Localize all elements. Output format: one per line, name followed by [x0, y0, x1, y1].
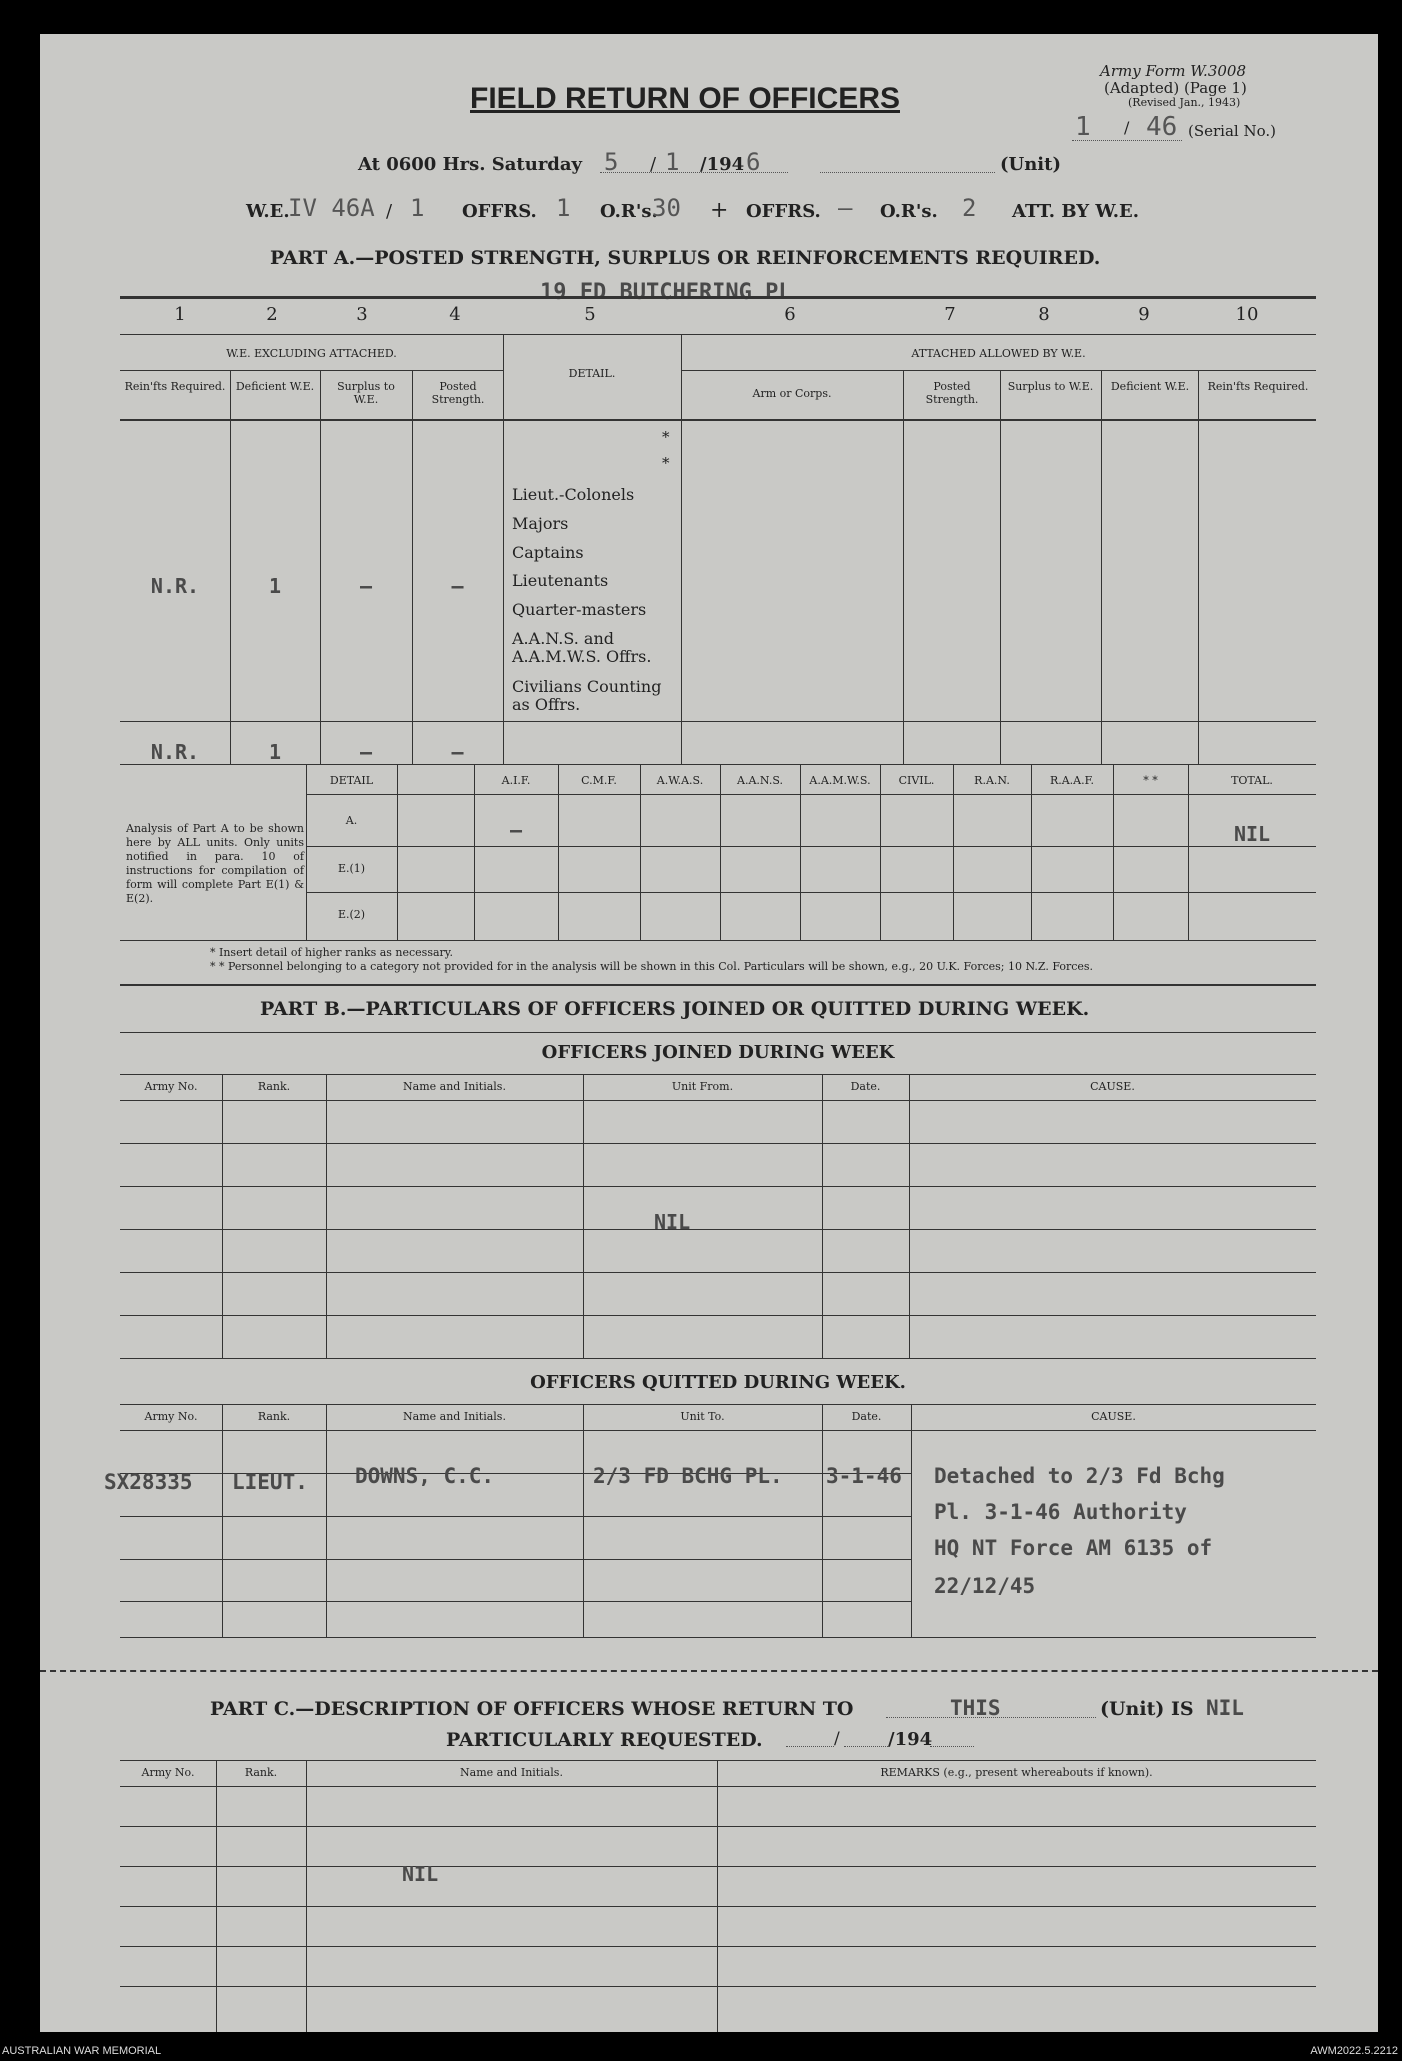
date-year-digit: 6 [746, 148, 761, 176]
part-c-header: Rank. [244, 1766, 278, 1779]
part-c-heading-c: PARTICULARLY REQUESTED. [446, 1729, 763, 1751]
offrs2-value: – [838, 194, 853, 222]
part-c-heading-a: PART C.—DESCRIPTION OF OFFICERS WHOSE RETURN TO [210, 1698, 854, 1720]
col-div [1000, 370, 1001, 764]
quitted-header: CAUSE. [1091, 1410, 1136, 1423]
rank-label: Lieut.-Colonels [512, 485, 635, 504]
part-c-heading-b: (Unit) IS [1100, 1698, 1194, 1720]
offrs-label: OFFRS. [462, 201, 537, 222]
part-c-row-rule [120, 1866, 1316, 1867]
col-number: 5 [584, 304, 596, 325]
quitted-header: Date. [851, 1410, 882, 1423]
joined-row-rule [120, 1315, 1316, 1316]
row-deficient-value: 1 [268, 574, 282, 598]
part-a-top-rule [120, 296, 1316, 299]
analysis-header: C.M.F. [581, 774, 617, 787]
joined-header: Unit From. [671, 1080, 734, 1093]
analysis-note: Analysis of Part A to be shown here by ALL units. Only units notified in para. 10 of instructions for compilation of form will complete Part E(1) & E(2). [126, 822, 304, 905]
attached-label: ATTACHED ALLOWED BY W.E. [911, 347, 1086, 360]
joined-bottom [120, 1358, 1316, 1359]
col-number: 8 [1038, 304, 1050, 325]
offrs-value: 1 [556, 194, 571, 222]
part-c-this: THIS [950, 1696, 1001, 1720]
joined-header: Army No. [144, 1080, 198, 1093]
subheader-rule-right [681, 370, 1316, 371]
quitted-date: 3-1-46 [826, 1464, 902, 1488]
header-bottom-rule [120, 419, 1316, 421]
quitted-cause-line: Pl. 3-1-46 Authority [934, 1500, 1187, 1524]
quitted-army-no: SX28335 [104, 1470, 193, 1494]
part-c-header-rule [120, 1786, 1316, 1787]
footnote-1: * Insert detail of higher ranks as necessary. [210, 946, 454, 959]
joined-header: CAUSE. [1090, 1080, 1135, 1093]
col-div [320, 370, 321, 764]
joined-row-rule [120, 1143, 1316, 1144]
analysis-row-label: A. [345, 814, 358, 827]
subheader-posted-att: Posted Strength. [925, 380, 979, 406]
analysis-col [1113, 764, 1114, 940]
footer-source: AUSTRALIAN WAR MEMORIAL [2, 2045, 162, 2057]
quitted-header: Name and Initials. [403, 1410, 506, 1423]
quitted-header: Army No. [144, 1410, 198, 1423]
analysis-header: A.W.A.S. [656, 774, 704, 787]
cut-line [40, 1670, 1378, 1672]
subheader-reinfts: Rein'fts Required. [124, 380, 226, 393]
analysis-row-rule2 [306, 892, 1316, 893]
part-b-top-rule [120, 984, 1316, 986]
we-label: W.E. [246, 201, 290, 222]
at-label: At 0600 Hrs. Saturday [358, 154, 583, 175]
revised-label: (Revised Jan., 1943) [1128, 96, 1241, 109]
subheader-arm-corps: Arm or Corps. [752, 387, 832, 400]
quitted-col [911, 1404, 912, 1637]
subheader-surplus-att: Surplus to W.E. [1007, 380, 1094, 393]
quitted-unit-to: 2/3 FD BCHG PL. [593, 1464, 783, 1488]
joined-header: Date. [850, 1080, 881, 1093]
serial-year: 46 [1146, 112, 1178, 142]
we-slash: / [386, 201, 393, 222]
quitted-name: DOWNS, C.C. [355, 1464, 495, 1488]
rank-label: Majors [512, 514, 569, 533]
part-c-date-dotted [930, 1746, 974, 1747]
subheader-reinfts-att: Rein'fts Required. [1207, 380, 1309, 393]
part-c-nil-value: NIL [402, 1862, 439, 1886]
col-number-rule [120, 334, 1316, 335]
analysis-col [1188, 764, 1189, 940]
col-div [1198, 370, 1199, 764]
part-c-top [120, 1760, 1316, 1761]
part-c-row-rule [120, 1826, 1316, 1827]
col-div [230, 370, 231, 764]
att-label: ATT. BY W.E. [1012, 201, 1140, 222]
joined-row-rule [120, 1186, 1316, 1187]
analysis-header: A.A.M.W.S. [809, 774, 871, 787]
quitted-col [326, 1404, 327, 1637]
part-c-row-rule [120, 1906, 1316, 1907]
analysis-header: R.A.A.F. [1049, 774, 1095, 787]
date-month: 1 [665, 148, 680, 176]
part-c-header: Name and Initials. [460, 1766, 563, 1779]
analysis-col [1031, 764, 1032, 940]
rank-label: Captains [512, 543, 584, 562]
part-c-date-dotted [844, 1746, 888, 1747]
analysis-total-value: NIL [1233, 822, 1271, 846]
analysis-col [720, 764, 721, 940]
quitted-row-rule [120, 1516, 912, 1517]
analysis-col [558, 764, 559, 940]
date-year-label: /194 [700, 154, 745, 175]
total-deficient-value: 1 [268, 740, 282, 764]
col-number: 4 [449, 304, 461, 325]
row-surplus-value: – [359, 574, 373, 598]
col-number: 1 [174, 304, 186, 325]
quitted-top [120, 1404, 1316, 1405]
we-excl-label: W.E. EXCLUDING ATTACHED. [226, 347, 397, 360]
joined-top [120, 1074, 1316, 1075]
part-c-header: REMARKS (e.g., present whereabouts if known). [880, 1766, 1153, 1779]
analysis-col [640, 764, 641, 940]
footer-id: AWM2022.5.2212 [1310, 2045, 1398, 2057]
offrs2-label: OFFRS. [746, 201, 821, 222]
detail-label: DETAIL. [568, 367, 616, 380]
part-c-date-tail: /194 [888, 1729, 933, 1750]
date-slash: / [650, 154, 657, 175]
serial-label: (Serial No.) [1188, 122, 1276, 140]
ors2-label: O.R's. [880, 201, 938, 222]
quitted-header-rule [120, 1430, 1316, 1431]
analysis-header-rule [306, 794, 1316, 795]
total-reinfts-value: N.R. [150, 740, 200, 764]
adapted-label: (Adapted) (Page 1) [1104, 79, 1247, 97]
ors-value: 30 [652, 194, 681, 222]
analysis-col [397, 764, 398, 940]
part-a-heading: PART A.—POSTED STRENGTH, SURPLUS OR REINFORCEMENTS REQUIRED. [270, 247, 1101, 269]
army-form-label: Army Form W.3008 [1100, 62, 1246, 80]
total-posted-value: – [451, 740, 464, 764]
ors-label: O.R's. [600, 201, 658, 222]
analysis-header: CIVIL. [898, 774, 935, 787]
analysis-header: TOTAL. [1231, 774, 1273, 787]
analysis-col [800, 764, 801, 940]
serial-slash: / [1124, 118, 1130, 137]
subheader-rule [120, 370, 503, 371]
joined-row-rule [120, 1272, 1316, 1273]
subheader-posted: Posted Strength. [431, 380, 485, 406]
quitted-col [222, 1404, 223, 1637]
quitted-rank: LIEUT. [232, 1470, 308, 1494]
rank-label: Lieutenants [512, 571, 609, 590]
part-c-col [216, 1760, 217, 2032]
analysis-col [474, 764, 475, 940]
total-surplus-value: – [359, 740, 373, 764]
col-div [903, 370, 904, 764]
quitted-header: Rank. [257, 1410, 291, 1423]
joined-heading: OFFICERS JOINED DURING WEEK [541, 1042, 895, 1063]
quitted-cause-line: HQ NT Force AM 6135 of [934, 1536, 1213, 1560]
quitted-cause-line: Detached to 2/3 Fd Bchg [934, 1464, 1225, 1488]
joined-col [222, 1074, 223, 1358]
part-b-heading: PART B.—PARTICULARS OF OFFICERS JOINED OR QUITTED DURING WEEK. [260, 998, 1090, 1020]
part-c-col [306, 1760, 307, 2032]
analysis-bottom-rule [120, 940, 1316, 941]
quitted-col [583, 1404, 584, 1637]
part-a-unit-typed: 19 FD BUTCHERING PL [540, 280, 792, 305]
quitted-header: Unit To. [680, 1410, 725, 1423]
we-value: IV 46A [288, 194, 375, 222]
rank-label: Civilians Counting as Offrs. [512, 677, 662, 714]
joined-row-rule [120, 1229, 1316, 1230]
quitted-col [822, 1404, 823, 1637]
joined-nil-value: NIL [654, 1210, 691, 1234]
col-div [412, 370, 413, 764]
ors2-value: 2 [962, 194, 977, 222]
joined-col [583, 1074, 584, 1358]
col-number: 2 [266, 304, 278, 325]
we-num: 1 [410, 194, 425, 222]
unit-label: (Unit) [1000, 154, 1061, 175]
date-dotted [600, 172, 788, 173]
analysis-header: * * [1143, 774, 1158, 787]
quitted-bottom [120, 1637, 1316, 1638]
analysis-aif-value: – [509, 818, 523, 842]
joined-col [909, 1074, 910, 1358]
col-div [1101, 370, 1102, 764]
col-number: 6 [784, 304, 796, 325]
asterisk: * [662, 454, 670, 472]
quitted-cause-line: 22/12/45 [934, 1574, 1036, 1598]
quitted-row-rule [120, 1601, 912, 1602]
part-c-row-rule [120, 1986, 1316, 1987]
col-number: 7 [944, 304, 956, 325]
total-rule [120, 721, 1316, 722]
analysis-header: A.I.F. [501, 774, 531, 787]
part-c-col [717, 1760, 718, 2032]
page-title: FIELD RETURN OF OFFICERS [470, 82, 900, 115]
col-div [503, 334, 504, 764]
date-day: 5 [604, 148, 619, 176]
analysis-row-label: E.(1) [337, 862, 366, 875]
unit-dotted [820, 172, 995, 173]
asterisk: * [662, 428, 670, 446]
part-c-row-rule [120, 1946, 1316, 1947]
footnote-2: * * Personnel belonging to a category not provided for in the analysis will be shown in this Col. Particulars will be shown, e.g., 20 U.K. Forces; 10 N.Z. Forces. [210, 960, 1094, 973]
quitted-row-rule [120, 1559, 912, 1560]
joined-header-rule [120, 1100, 1316, 1101]
serial-line [1072, 140, 1182, 141]
row-posted-value: – [451, 574, 464, 598]
subheader-deficient-att: Deficient W.E. [1110, 380, 1190, 393]
col-number: 10 [1235, 304, 1259, 325]
part-c-nil: NIL [1206, 1696, 1244, 1720]
joined-header: Rank. [257, 1080, 291, 1093]
part-c-slash: / [834, 1729, 840, 1749]
part-c-header: Army No. [141, 1766, 195, 1779]
analysis-header: R.A.N. [974, 774, 1010, 787]
joined-header: Name and Initials. [403, 1080, 506, 1093]
analysis-header: A.A.N.S. [737, 774, 783, 787]
analysis-row-label: E.(2) [337, 908, 366, 921]
analysis-row-rule1 [306, 846, 1316, 847]
quitted-heading: OFFICERS QUITTED DURING WEEK. [530, 1372, 906, 1393]
analysis-header: DETAIL [329, 774, 374, 787]
part-c-date-dotted [786, 1746, 834, 1747]
col-number: 3 [356, 304, 368, 325]
rank-label: Quarter-masters [512, 600, 647, 619]
subheader-deficient: Deficient W.E. [235, 380, 315, 393]
plus-sign: + [710, 198, 729, 223]
analysis-col [953, 764, 954, 940]
joined-col [822, 1074, 823, 1358]
analysis-top-rule [120, 764, 1316, 765]
col-number: 9 [1138, 304, 1150, 325]
row-reinfts-value: N.R. [150, 574, 200, 598]
analysis-col [880, 764, 881, 940]
joined-col [326, 1074, 327, 1358]
rank-label: A.A.N.S. and A.A.M.W.S. Offrs. [512, 629, 652, 666]
serial-prefix: 1 [1075, 112, 1091, 142]
subheader-surplus: Surplus to W.E. [337, 380, 395, 406]
part-b-rule [120, 1032, 1316, 1033]
